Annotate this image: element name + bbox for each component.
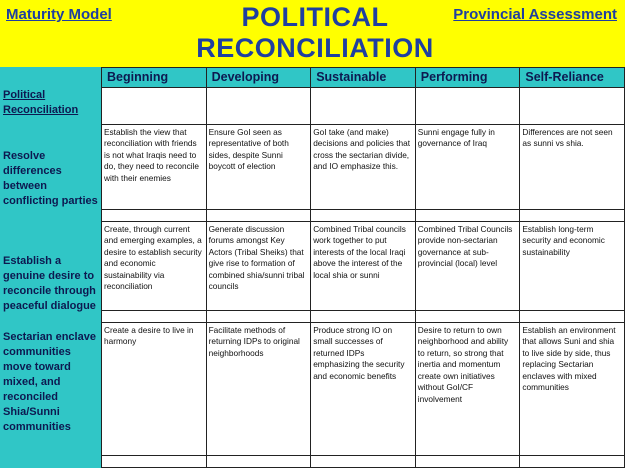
header-banner xyxy=(0,0,625,67)
table-cell: Differences are not seen as sunni vs shia. xyxy=(520,124,625,209)
table-cell: GoI take (and make) decisions and policies that cross the sectarian divide, and IO emphasize this. xyxy=(311,124,416,209)
title-line-1: POLITICAL xyxy=(241,2,389,32)
table-cell xyxy=(102,456,207,468)
table-cell: Produce strong IO on small successes of returned IDPs emphasizing the security and economic benefits xyxy=(311,322,416,456)
table-row-political-reconciliation xyxy=(102,88,625,125)
title-line-2: RECONCILIATION xyxy=(196,33,434,63)
table-cell xyxy=(311,88,416,125)
table-cell xyxy=(206,311,311,323)
table-cell: Desire to return to own neighborhood and ability to return, so strong that inertia and momentum create own initiatives without GoI/CF involvement xyxy=(415,322,520,456)
table-cell: Sunni engage fully in governance of Iraq xyxy=(415,124,520,209)
table-cell: Ensure GoI seen as representative of both sides, despite Sunni boycott of election xyxy=(206,124,311,209)
table-row-spacer xyxy=(102,456,625,468)
table-cell: Generate discussion forums amongst Key Actors (Tribal Sheiks) that give rise to formation of combined shia/sunni tribal councils xyxy=(206,221,311,310)
row-label-resolve-differences: Resolve differences between conflicting parties xyxy=(3,150,98,207)
table-cell xyxy=(102,88,207,125)
column-header-beginning: Beginning xyxy=(102,68,207,88)
table-cell: Establish the view that reconciliation with friends is not what Iraqis need to do, they need to reconcile with their enemies xyxy=(102,124,207,209)
table-row-sectarian xyxy=(102,322,625,456)
column-header-self-reliance: Self-Reliance xyxy=(520,68,625,88)
column-header-developing: Developing xyxy=(206,68,311,88)
table-cell: Establish an environment that allows Suni and shia to live side by side, thus replacing Sectarian enclaves with mixed communities xyxy=(520,322,625,456)
table-cell xyxy=(311,456,416,468)
table-cell: Combined Tribal Councils provide non-sectarian governance at sub-provincial (local) level xyxy=(415,221,520,310)
table-cell xyxy=(102,210,207,222)
table-cell xyxy=(520,88,625,125)
row-label-sectarian-enclave: Sectarian enclave communities move toward mixed, and reconciled Shia/Sunni communities xyxy=(3,331,96,433)
table-cell: Establish long-term security and economic sustainability xyxy=(520,221,625,310)
table-cell xyxy=(102,311,207,323)
table-cell xyxy=(520,210,625,222)
table-cell xyxy=(520,311,625,323)
provincial-assessment-link[interactable]: Provincial Assessment xyxy=(453,6,617,23)
row-label-establish-desire: Establish a genuine desire to reconcile through peaceful dialogue xyxy=(3,255,96,312)
table-cell xyxy=(206,456,311,468)
table-row-spacer xyxy=(102,210,625,222)
table-cell: Create a desire to live in harmony xyxy=(102,322,207,456)
table-row-establish xyxy=(102,221,625,310)
column-header-performing: Performing xyxy=(415,68,520,88)
table-cell: Create, through current and emerging examples, a desire to establish security and economic sustainability via reconciliation xyxy=(102,221,207,310)
column-header-row xyxy=(102,68,625,88)
table-row-resolve xyxy=(102,124,625,209)
table-cell xyxy=(415,456,520,468)
table-cell xyxy=(415,88,520,125)
table-cell: Facilitate methods of returning IDPs to original neighborhoods xyxy=(206,322,311,456)
table-cell xyxy=(415,311,520,323)
page-title xyxy=(150,2,480,64)
table-row-spacer xyxy=(102,311,625,323)
table-cell xyxy=(311,210,416,222)
maturity-matrix xyxy=(101,67,625,468)
table-cell xyxy=(206,210,311,222)
row-label-political-reconciliation: Political Reconciliation xyxy=(3,89,79,116)
table-cell xyxy=(415,210,520,222)
table-cell xyxy=(206,88,311,125)
table-cell xyxy=(311,311,416,323)
column-header-sustainable: Sustainable xyxy=(311,68,416,88)
maturity-model-link[interactable]: Maturity Model xyxy=(6,6,112,23)
table-cell: Combined Tribal councils work together to put interests of the local Iraqi above the interest of the local shia or sunni xyxy=(311,221,416,310)
table-cell xyxy=(520,456,625,468)
